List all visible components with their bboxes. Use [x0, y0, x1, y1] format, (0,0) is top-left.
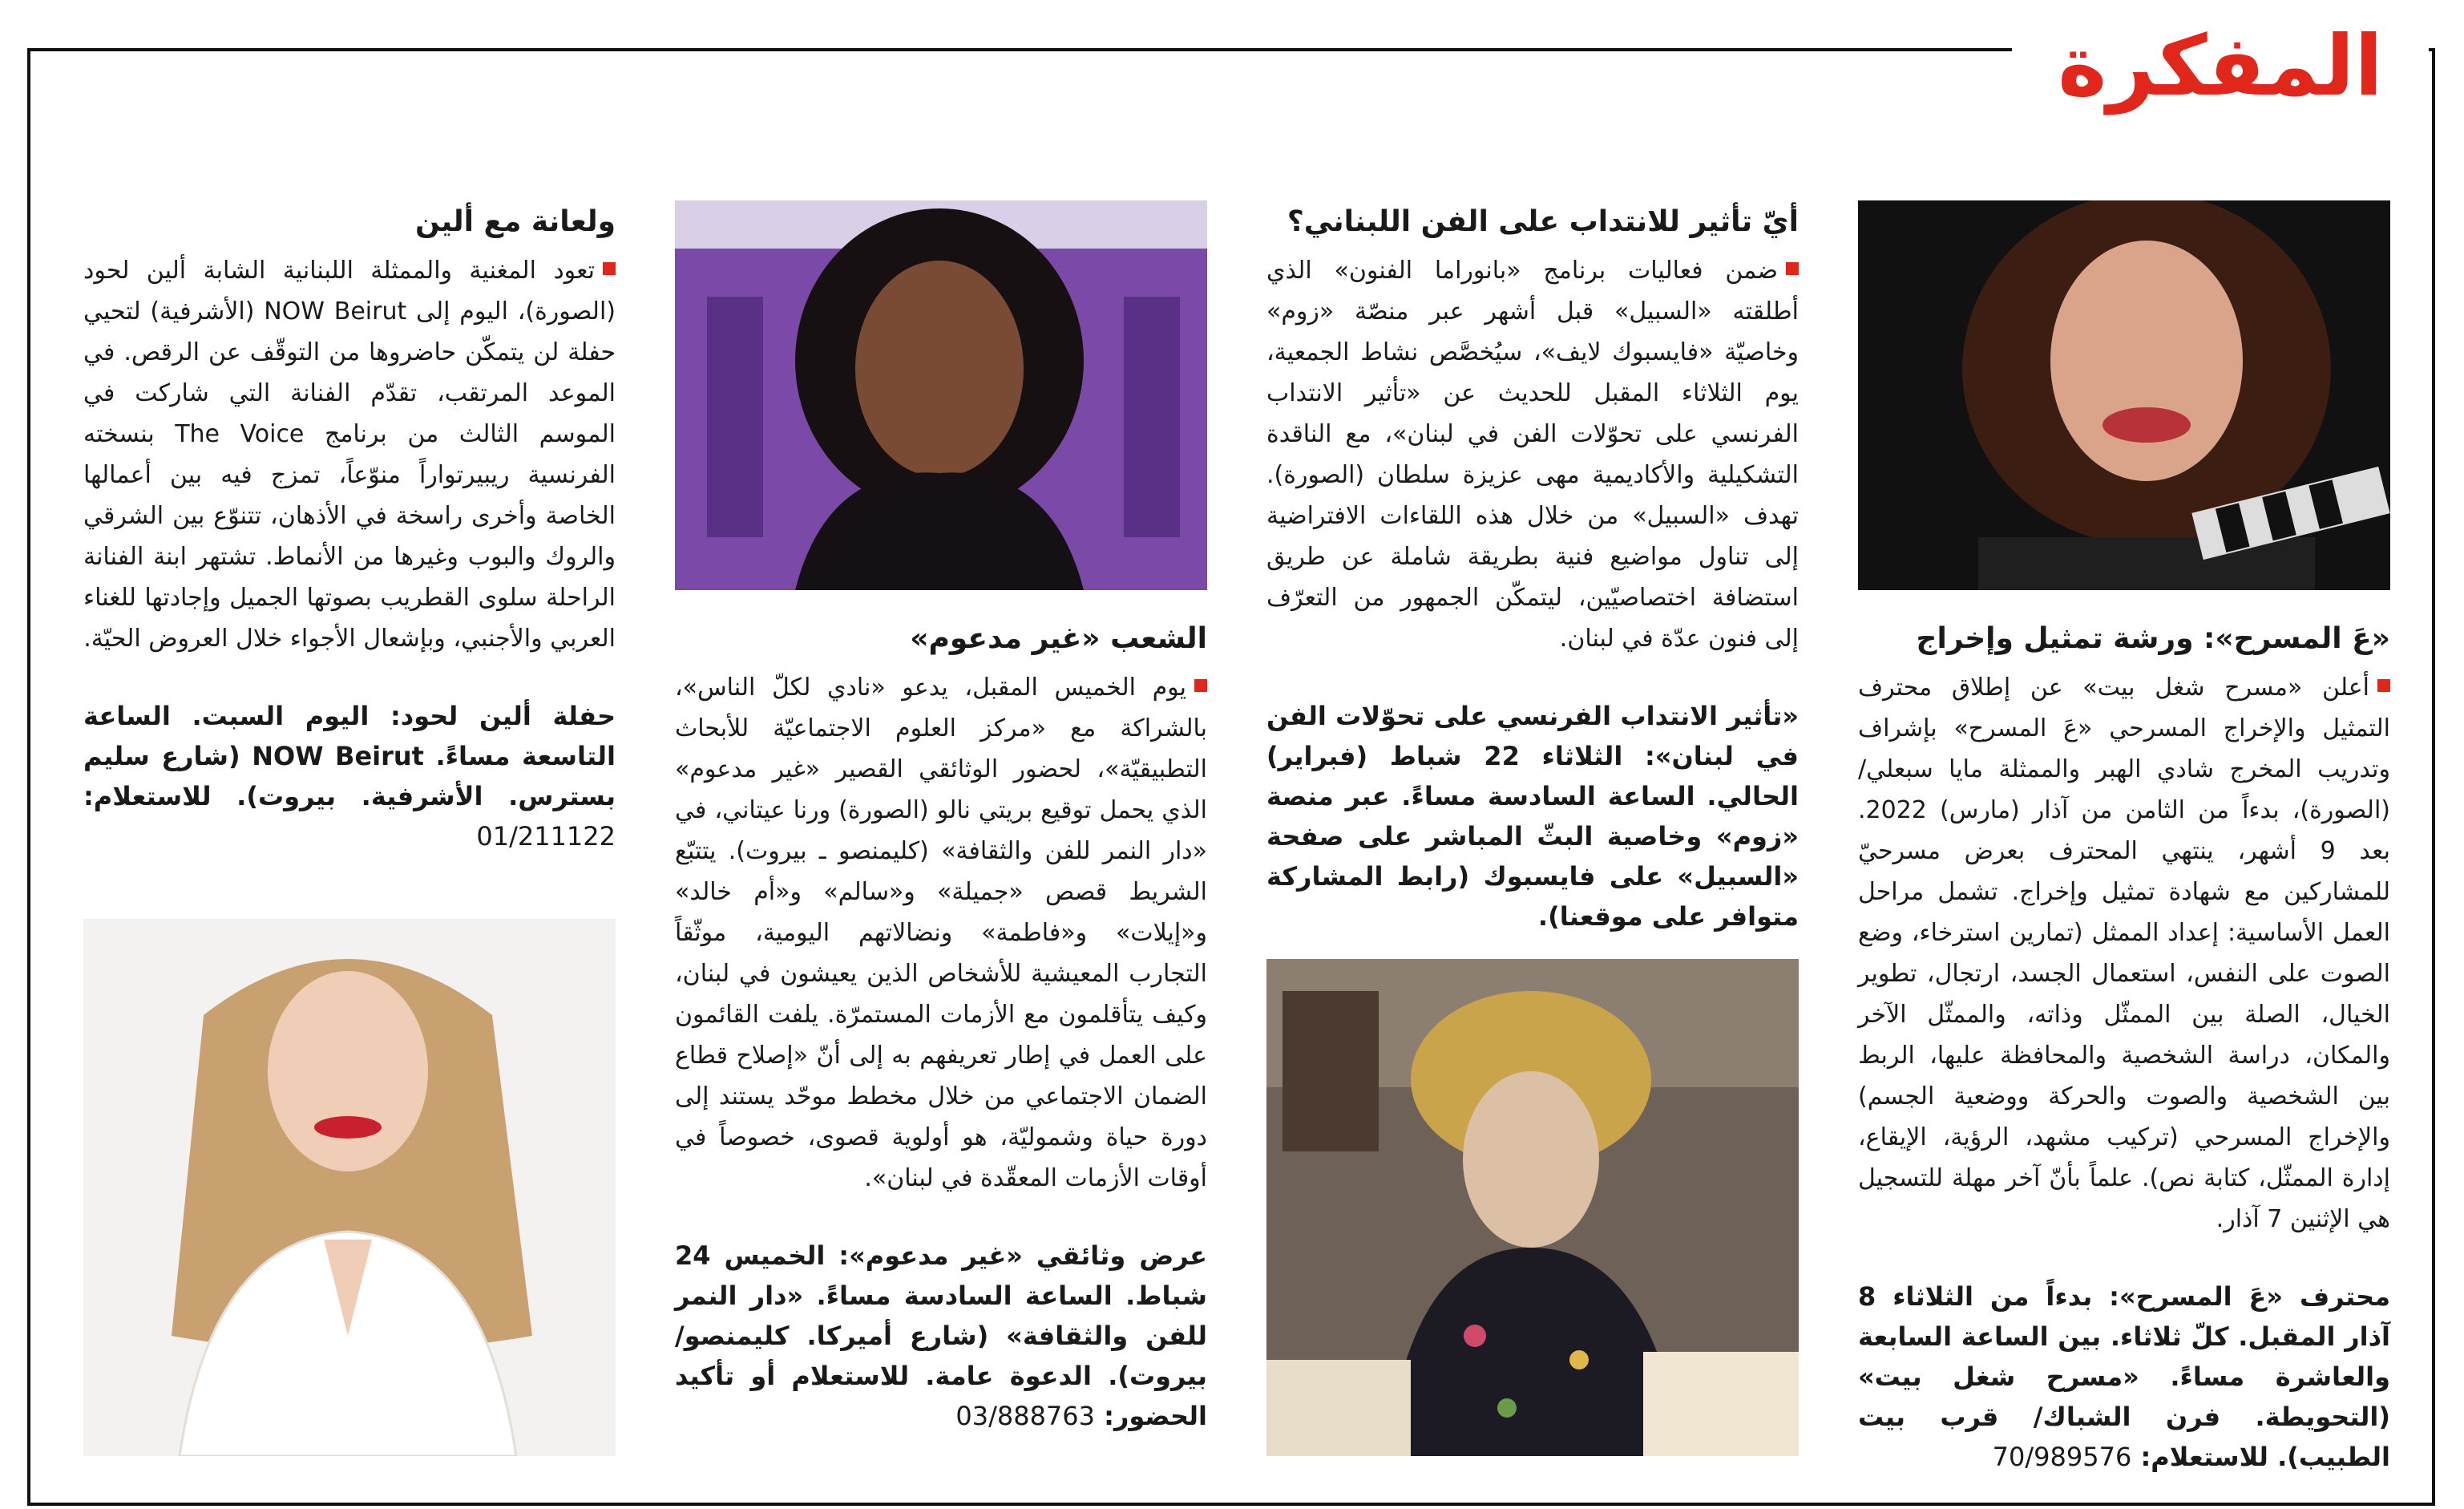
article-headline: «عَ المسرح»: ورشة تمثيل وإخراج: [1916, 622, 2390, 655]
page-title: المفكرة: [2058, 17, 2383, 115]
event-info-text: حفلة ألين لحود: اليوم السبت. الساعة التاسعة مساءً. NOW Beirut (شارع سليم بسترس. الأشرفية. بيروت). للاستعلام:: [83, 701, 616, 811]
article-body-text: تعود المغنية والممثلة اللبنانية الشابة ألين لحود (الصورة)، اليوم إلى NOW Beirut (الأشرفية) لتحيي حفلة لن يتمكّن حاضروها من التوقّف عن الرقص. في الموعد المرتقب، تقدّم الفنانة التي شاركت في الموسم الثالث من برنامج The Voice بنسخته الفرنسية ريبيرتواراً منوّعاً، تمزج فيه بين أعمالها الخاصة وأخرى راسخة في الأذهان، تتنوّع بين الشرقي والروك والبوب وغيرها من الأنماط. تشتهر ابنة الفنانة الراحلة سلوى القطريب بصوتها الجميل وإجادتها للغناء العربي والأجنبي، وبإشعال الأجواء خلال العروض الحيّة.: [83, 257, 616, 653]
article-headline: أيّ تأثير للانتداب على الفن اللبناني؟: [1287, 205, 1799, 238]
article-body-text: ضمن فعاليات برنامج «بانوراما الفنون» الذي أطلقته «السبيل» قبل أشهر عبر منصّة «زوم» وخاصيّة «فايسبوك لايف»، سيُخصَّص نشاط الجمعية، يوم الثلاثاء المقبل للحديث عن «تأثير الانتداب الفرنسي على تحوّلات الفن في لبنان»، مع الناقدة التشكيلية والأكاديمية مهى عزيزة سلطان (الصورة). تهدف «السبيل» من خلال هذه اللقاءات الافتراضية إلى تناول مواضيع فنية بطريقة شاملة عن طريق استضافة اختصاصيّين، ليتمكّن الجمهور من التعرّف إلى فنون عدّة في لبنان.: [1266, 257, 1799, 653]
article-mandate: [1266, 202, 1799, 937]
article-body-text: أعلن «مسرح شغل بيت» عن إطلاق محترف التمثيل والإخراج المسرحي «عَ المسرح» بإشراف وتدريب المخرج شادي الهبر والممثلة مايا سبعلي/ (الصورة)، بدءاً من الثامن من آذار (مارس) 2022. بعد 9 أشهر، ينتهي المحترف بعرض مسرحيّ للمشاركين مع شهادة تمثيل وإخراج. تشمل مراحل العمل الأساسية: إعداد الممثل (تمارين استرخاء، وضع الصوت على النفس، استعمال الجسد، ارتجال، تطوير الخيال، الصلة بين الممثّل وذاته، والممثّل الآخر والمكان، دراسة الشخصية والمحافظة عليها، الربط بين الشخصية والصوت والحركة ووضعية الجسم) والإخراج المسرحي (تركيب مشهد، الرؤية، الإيقاع، إدارة الممثّل، كتابة نص). علماً بأنّ آخر مهلة للتسجيل هي الإثنين 7 آذار.: [1858, 674, 2390, 1233]
event-info-text: عرض وثائقي «غير مدعوم»: الخميس 24 شباط. الساعة السادسة مساءً. «دار النمر للفن والثقافة» (شارع أميركا. كليمنصو/ بيروت). الدعوة عامة. للاستعلام أو تأكيد الحضور:: [675, 1240, 1207, 1431]
bullet-marker: [2377, 679, 2390, 692]
event-info: [675, 1236, 1207, 1436]
singer-photo: [83, 919, 616, 1456]
article-body-text: يوم الخميس المقبل، يدعو «نادي لكلّ الناس»، بالشراكة مع «مركز العلوم الاجتماعيّة للأبحاث التطبيقيّة»، لحضور الوثائقي القصير «غير مدعوم» الذي يحمل توقيع بريتي نالو (الصورة) ورنا عيتاني، في «دار النمر للفن والثقافة» (كليمنصو ـ بيروت). يتتبّع الشريط قصص «جميلة» و«سالم» و«أم خالد» و«إيلات» و«فاطمة» ونضالاتهم اليومية، موثّقاً التجارب المعيشية للأشخاص الذين يعيشون في لبنان، وكيف يتأقلمون مع الأزمات المستمرّة. يلفت القائمون على العمل في إطار تعريفهم به إلى أنّ «إصلاح قطاع الضمان الاجتماعي من خلال مخطط موحّد يستند إلى دورة حياة وشموليّة، هو أولوية قصوى، خصوصاً في أوقات الأزمات المعقّدة في لبنان».: [675, 674, 1207, 1192]
article-body: [1266, 250, 1799, 659]
event-phone: 70/989576: [1992, 1442, 2132, 1472]
article-headline: الشعب «غير مدعوم»: [910, 622, 1207, 655]
event-info-text: محترف «عَ المسرح»: بدءاً من الثلاثاء 8 آذار المقبل. كلّ ثلاثاء. بين الساعة السابعة والعاشرة مساءً. «مسرح شغل بيت» (التحويطة. فرن الشباك/ قرب بيت الطبيب). للاستعلام:: [1858, 1281, 2390, 1472]
bullet-marker: [1786, 262, 1799, 275]
event-phone: 01/211122: [476, 821, 616, 852]
article-theatre: [1858, 619, 2390, 1477]
event-phone: 03/888763: [955, 1401, 1095, 1431]
article-body: [1858, 667, 2390, 1240]
critic-photo: [1266, 959, 1799, 1456]
bullet-marker: [1194, 679, 1207, 692]
article-aline: [83, 202, 616, 856]
article-body: [83, 250, 616, 659]
event-info: [1858, 1276, 2390, 1477]
bullet-marker: [603, 262, 616, 275]
article-headline: ولعانة مع ألين: [415, 205, 616, 238]
article-body: [675, 667, 1207, 1199]
theatre-photo: [1858, 200, 2390, 590]
event-info: «تأثير الانتداب الفرنسي على تحوّلات الفن في لبنان»: الثلاثاء 22 شباط (فبراير) الحالي. الساعة السادسة مساءً. عبر منصة «زوم» وخاصية البثّ المباشر على صفحة «السبيل» على فايسبوك (رابط المشاركة متوافر على موقعنا).: [1266, 701, 1800, 932]
event-info: [83, 696, 616, 856]
article-people: [675, 619, 1207, 1436]
director-photo: [675, 200, 1207, 590]
